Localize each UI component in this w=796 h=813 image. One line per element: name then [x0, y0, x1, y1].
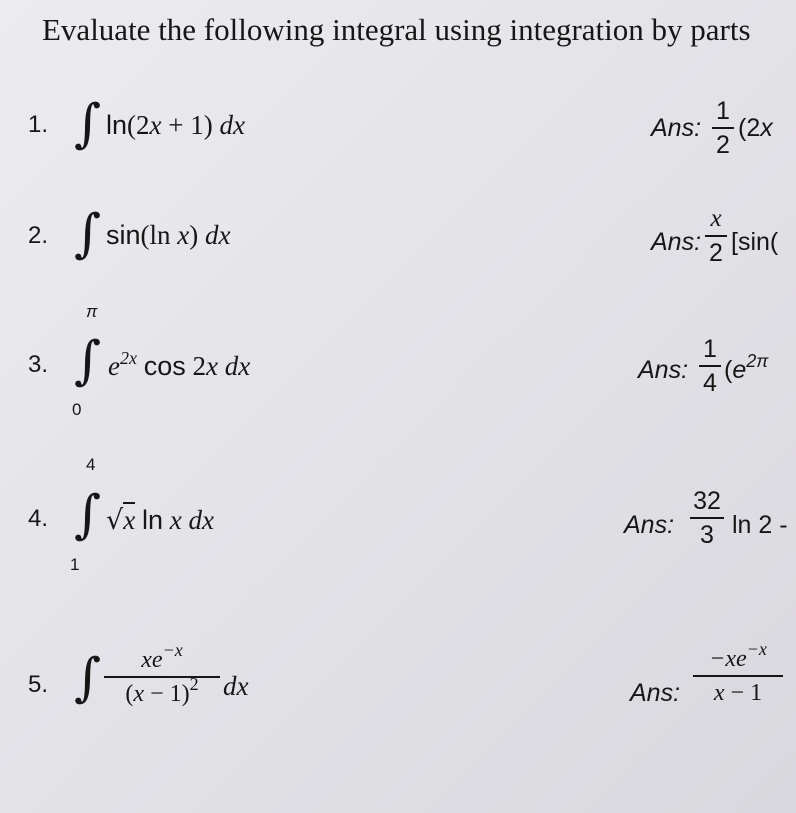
answer-fraction: $-xe^{-x}$ x − 1	[693, 644, 783, 708]
upper-limit: 4	[86, 455, 96, 474]
page-title: Evaluate the following integral using integration by parts	[42, 12, 751, 47]
problem-number: 2.	[28, 222, 49, 249]
integrand: ln(2x + 1) dx	[106, 110, 245, 140]
answer-remainder: (2x	[738, 114, 773, 142]
answer-label: Ans:	[638, 356, 689, 384]
lower-limit: 1	[70, 555, 80, 574]
answer-remainder: [sin(	[731, 228, 779, 256]
integral-sign: ∫	[74, 204, 102, 264]
problem-number: 3.	[28, 351, 49, 378]
integral-sign: ∫	[74, 485, 102, 545]
integral-sign: ∫	[74, 648, 102, 708]
integrand: $e^{2x}$ cos 2x dx	[108, 348, 251, 381]
answer-coefficient: x 2	[705, 204, 727, 268]
answer-label: Ans:	[630, 679, 681, 707]
integrand-differential: dx	[223, 671, 249, 701]
answer-coefficient: 1 2	[712, 96, 734, 160]
problem-number: 5.	[28, 671, 49, 698]
problem-number: 4.	[28, 505, 49, 532]
integrand: sin(ln x) dx	[106, 220, 231, 250]
answer-label: Ans:	[651, 228, 702, 256]
answer-coefficient: 32 3	[690, 486, 724, 550]
answer-remainder: ln 2 -	[732, 511, 788, 539]
answer-label: Ans:	[651, 114, 702, 142]
upper-limit: π	[86, 302, 98, 321]
answer-coefficient: 1 4	[699, 334, 721, 398]
problem-number: 1.	[28, 111, 49, 138]
integral-sign: ∫	[74, 331, 102, 391]
integrand: √x ln x dx	[106, 505, 214, 536]
lower-limit: 0	[72, 400, 82, 419]
answer-remainder: ($e^{2\pi}$	[724, 351, 769, 384]
integral-sign: ∫	[74, 94, 102, 154]
integrand-fraction: $xe^{-x}$ $(x - 1)^2$	[104, 645, 220, 709]
answer-label: Ans:	[624, 511, 675, 539]
